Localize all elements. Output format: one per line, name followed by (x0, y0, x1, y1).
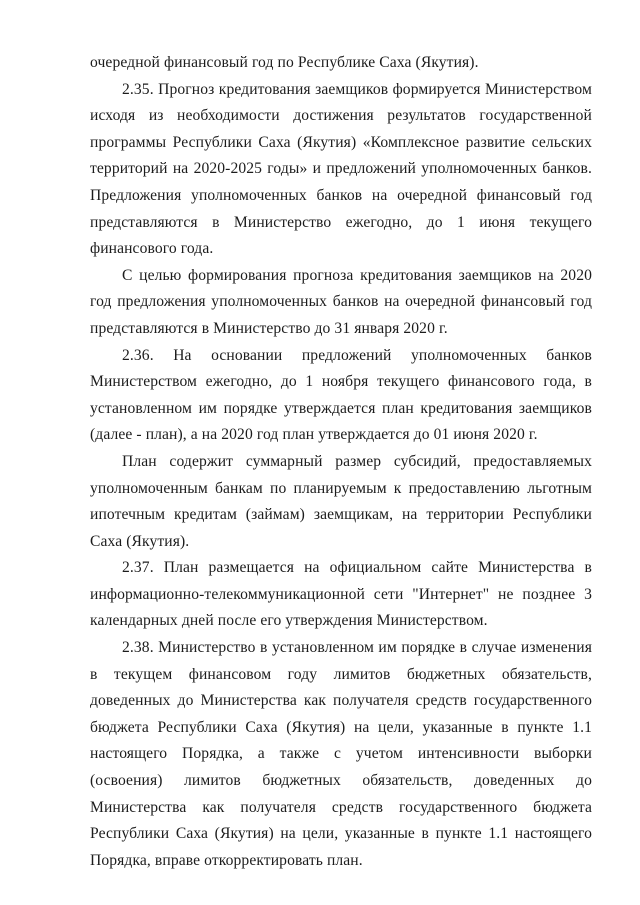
paragraph-clause-2-37: 2.37. План размещается на официальном сайте Министерства в информационно-телекоммуникационной сети "Интернет" не позднее 3 календарных дней после его утверждения Министерством. (90, 559, 592, 630)
document-body (90, 50, 592, 874)
paragraph-clause-2-38: 2.38. Министерство в установленном им порядке в случае изменения в текущем финансовом году лимитов бюджетных обязательств, доведенных до Министерства как получателя средств государственного бюджета Республики Саха (Якутия) на цели, указанные в пункте 1.1 настоящего Порядка, а также с учетом интенсивности выборки (освоения) лимитов бюджетных обязательств, доведенных до Министерства как получателя средств государственного бюджета Республики Саха (Якутия) на цели, указанные в пункте 1.1 настоящего Порядка, вправе откорректировать план. (90, 639, 592, 869)
paragraph-clause-2-36: 2.36. На основании предложений уполномоченных банков Министерством ежегодно, до 1 ноября текущего финансового года, в установленном им порядке утверждается план кредитования заемщиков (далее - план), а на 2020 год план утверждается до 01 июня 2020 г. (90, 346, 592, 444)
paragraph-2020-forecast: С целью формирования прогноза кредитования заемщиков на 2020 год предложения уполномоченных банков на очередной финансовый год представляются в Министерство до 31 января 2020 г. (90, 266, 592, 337)
paragraph-continuation: очередной финансовый год по Республике Саха (Якутия). (90, 54, 479, 71)
paragraph-clause-2-35: 2.35. Прогноз кредитования заемщиков формируется Министерством исходя из необходимости достижения результатов государственной программы Республики Саха (Якутия) «Комплексное развитие сельских территорий на 2020-2025 годы» и предложений уполномоченных банков. Предложения уполномоченных банков на очередной финансовый год представляются в Министерство ежегодно, до 1 июня текущего финансового года. (90, 80, 592, 258)
paragraph-plan-contents: План содержит суммарный размер субсидий, предоставляемых уполномоченным банкам по планируемым к предоставлению льготным ипотечным кредитам (займам) заемщикам, на территории Республики Саха (Якутия). (90, 452, 592, 550)
